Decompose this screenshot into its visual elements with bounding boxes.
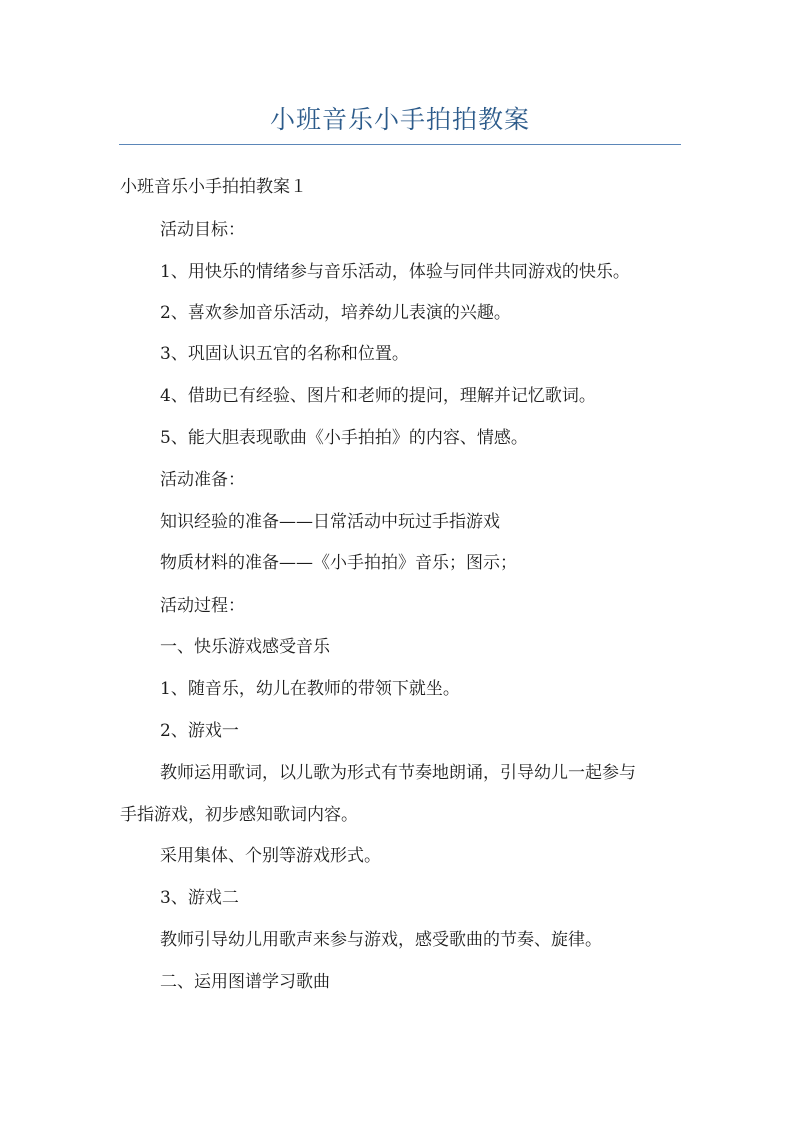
paragraph: 5、能大胆表现歌曲《小手拍拍》的内容、情感。: [160, 428, 528, 448]
paragraph: 教师运用歌词，以儿歌为形式有节奏地朗诵，引导幼儿一起参与: [160, 763, 636, 783]
paragraph: 活动准备：: [160, 470, 245, 490]
paragraph: 2、喜欢参加音乐活动，培养幼儿表演的兴趣。: [160, 303, 511, 323]
paragraph: 教师引导幼儿用歌声来参与游戏，感受歌曲的节奏、旋律。: [160, 930, 602, 950]
paragraph: 1、用快乐的情绪参与音乐活动，体验与同伴共同游戏的快乐。: [160, 262, 630, 282]
title-underline: [119, 144, 681, 145]
paragraph: 一、快乐游戏感受音乐: [160, 637, 330, 657]
document-title: 小班音乐小手拍拍教案: [269, 105, 530, 134]
paragraph: 2、游戏一: [160, 721, 239, 741]
paragraph: 二、运用图谱学习歌曲: [160, 972, 330, 992]
paragraph: 3、巩固认识五官的名称和位置。: [160, 344, 409, 364]
paragraph: 手指游戏，初步感知歌词内容。: [120, 805, 358, 825]
paragraph: 知识经验的准备——日常活动中玩过手指游戏: [160, 512, 500, 532]
paragraph: 4、借助已有经验、图片和老师的提问，理解并记忆歌词。: [160, 386, 596, 406]
paragraph: 活动过程：: [160, 596, 245, 616]
paragraph: 1、随音乐，幼儿在教师的带领下就坐。: [160, 679, 460, 699]
paragraph: 活动目标：: [160, 220, 245, 240]
paragraph: 物质材料的准备——《小手拍拍》音乐；图示；: [160, 553, 517, 573]
section-heading: 小班音乐小手拍拍教案１: [120, 177, 307, 197]
paragraph: 采用集体、个别等游戏形式。: [160, 846, 381, 866]
paragraph: 3、游戏二: [160, 888, 239, 908]
